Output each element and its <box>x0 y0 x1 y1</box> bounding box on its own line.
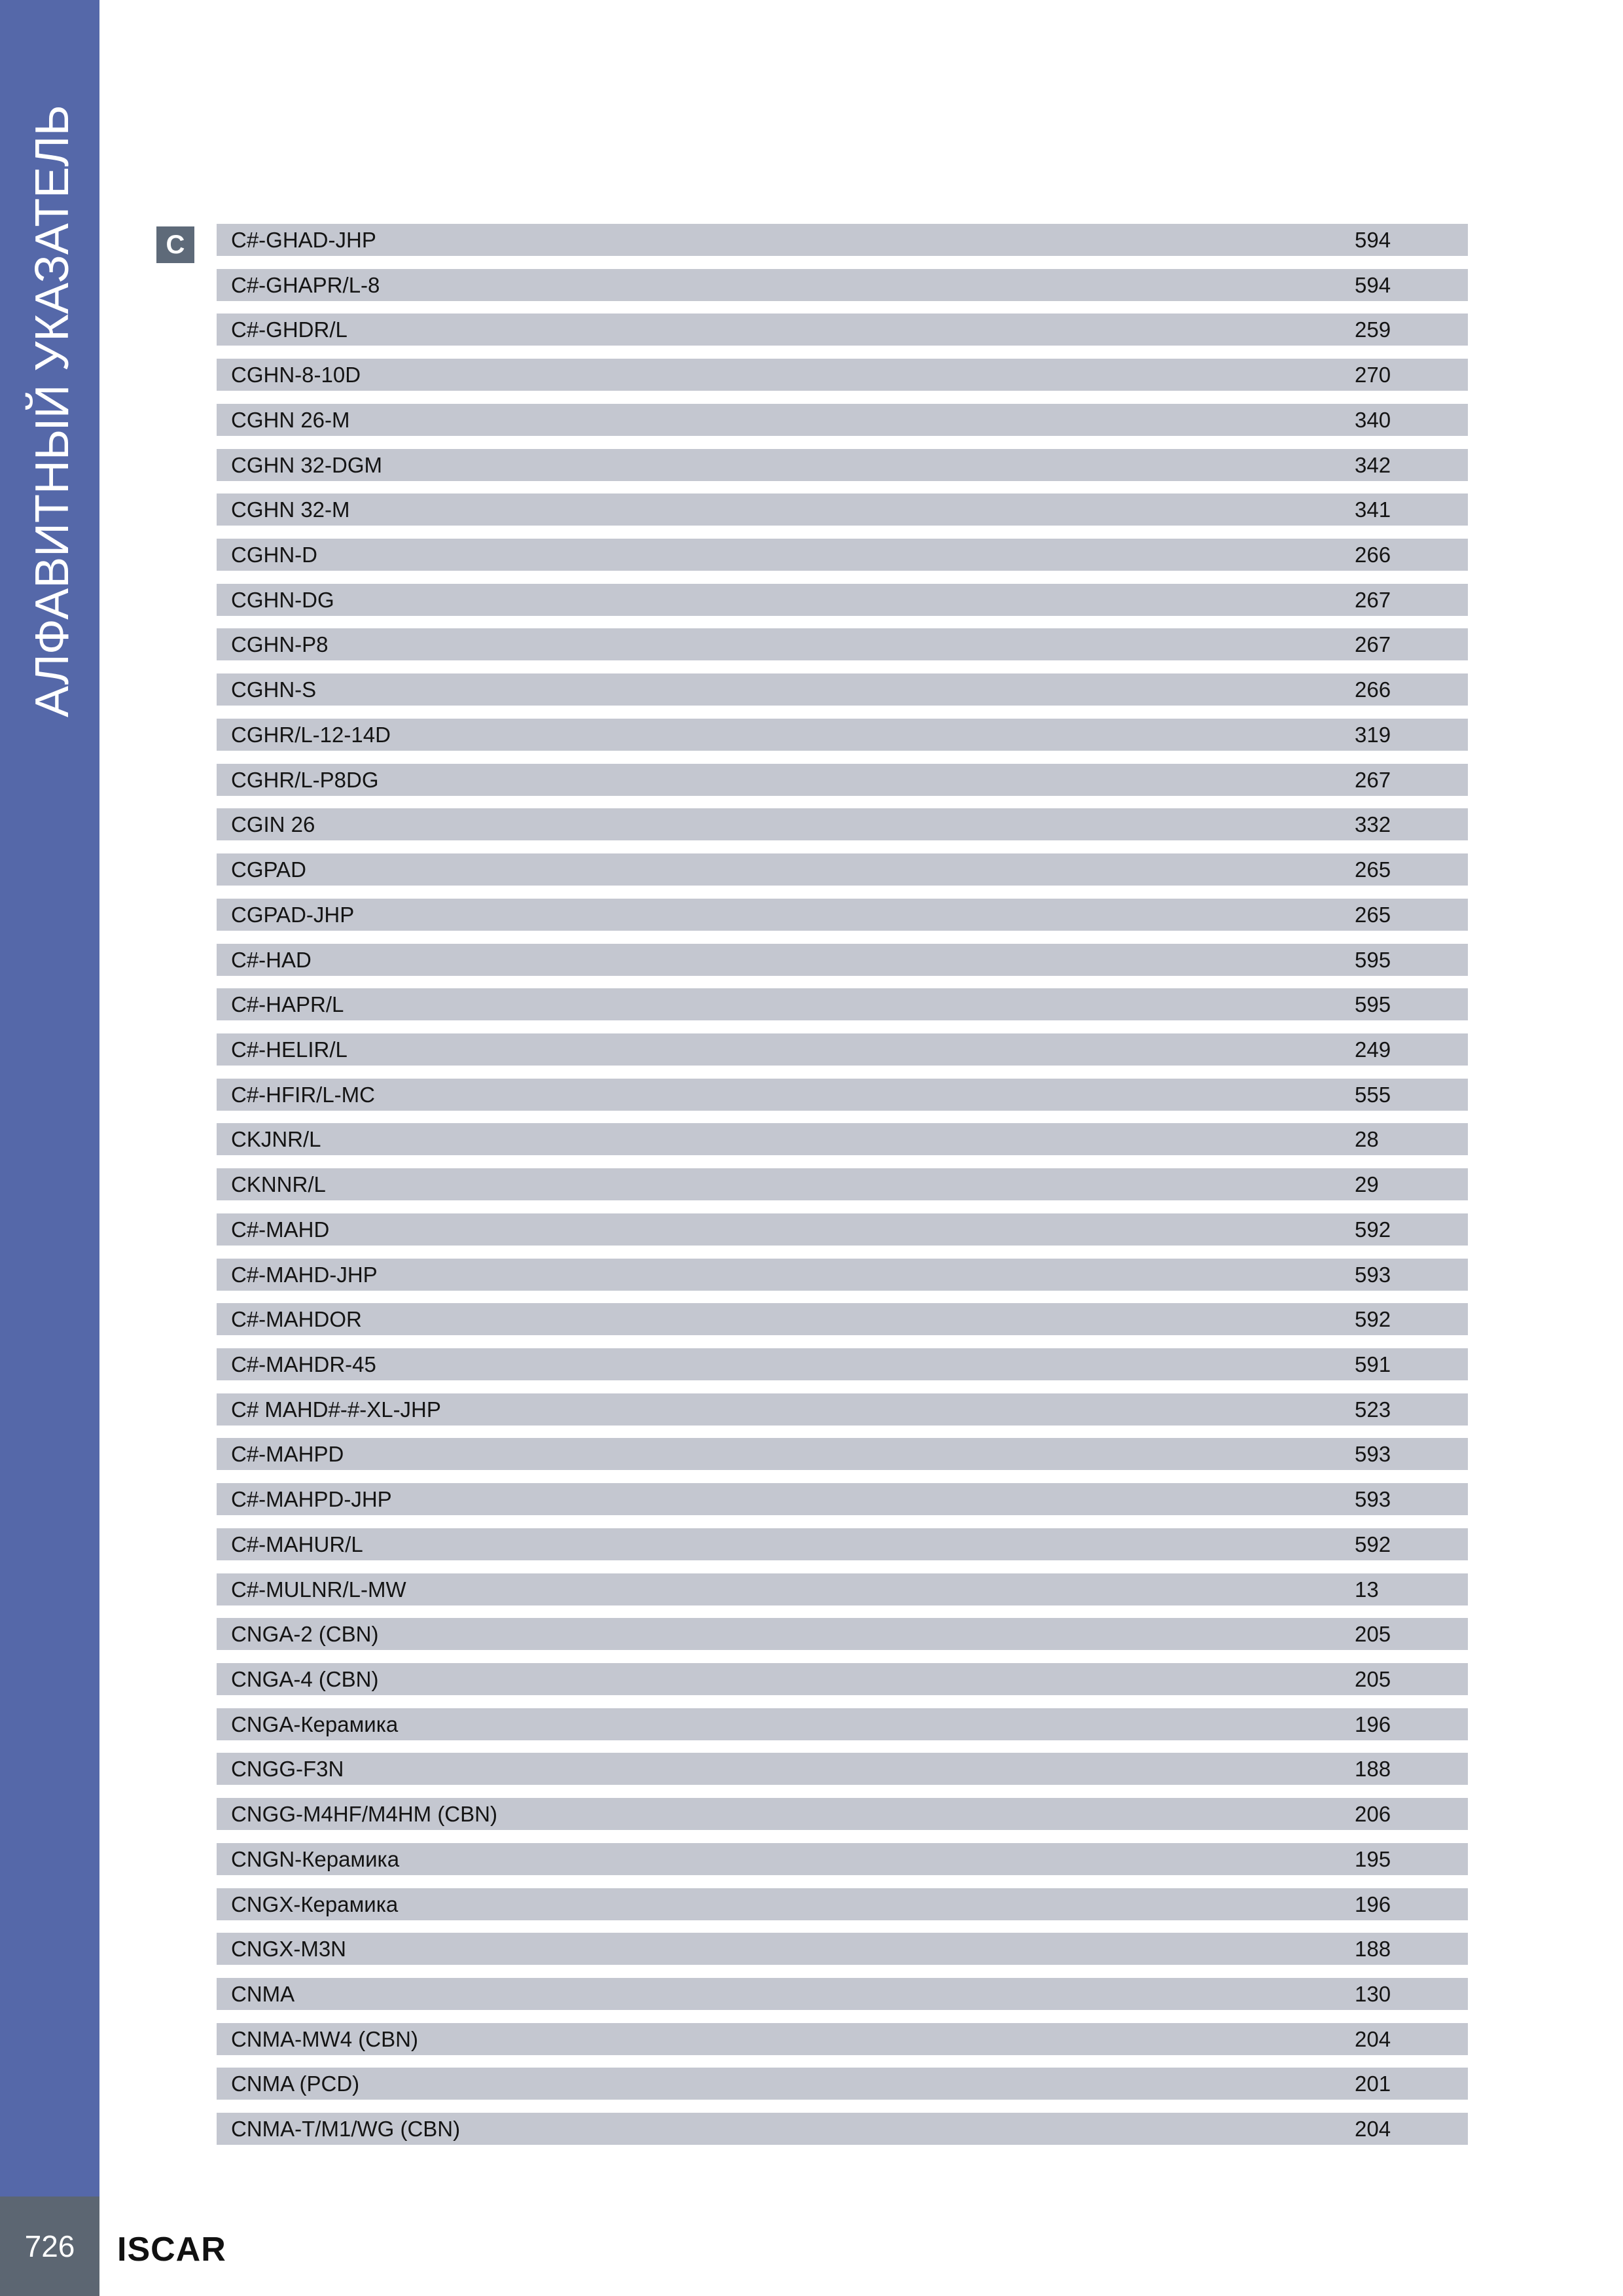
entry-page: 270 <box>1355 363 1391 387</box>
index-row <box>217 1303 1468 1335</box>
entry-code: C#-MULNR/L-MW <box>231 1577 406 1602</box>
entry-code: C#-MAHD-JHP <box>231 1262 378 1287</box>
index-row <box>217 269 1468 301</box>
entry-code: CNGX-M3N <box>231 1937 347 1962</box>
entry-code: C#-MAHDOR <box>231 1307 362 1332</box>
entry-code: C#-GHAPR/L-8 <box>231 272 380 297</box>
entry-code: C#-HAPR/L <box>231 992 344 1017</box>
entry-page: 28 <box>1355 1127 1379 1152</box>
index-row <box>217 1483 1468 1515</box>
entry-page: 205 <box>1355 1622 1391 1647</box>
entry-page: 204 <box>1355 2117 1391 2142</box>
index-row <box>217 1213 1468 1246</box>
entry-page: 266 <box>1355 543 1391 567</box>
sidebar-title: АЛФАВИТНЫЙ УКАЗАТЕЛЬ <box>26 105 79 717</box>
entry-page: 206 <box>1355 1802 1391 1827</box>
entry-code: C#-MAHPD <box>231 1442 344 1467</box>
index-row <box>217 1888 1468 1920</box>
index-row <box>217 1528 1468 1560</box>
index-row <box>217 2068 1468 2100</box>
entry-code: CGHR/L-12-14D <box>231 722 391 747</box>
entry-code: CGPAD <box>231 857 306 882</box>
index-row <box>217 584 1468 616</box>
index-row <box>217 944 1468 976</box>
index-row <box>217 1438 1468 1470</box>
entry-code: CGPAD-JHP <box>231 902 355 927</box>
index-list <box>217 224 1468 2145</box>
entry-code: CNGG-M4HF/M4HM (CBN) <box>231 1802 497 1827</box>
entry-code: C#-MAHPD-JHP <box>231 1487 392 1512</box>
index-row <box>217 1663 1468 1695</box>
index-row <box>217 2023 1468 2055</box>
entry-code: CGHR/L-P8DG <box>231 767 379 792</box>
entry-page: 341 <box>1355 497 1391 522</box>
entry-code: CGHN-D <box>231 543 317 567</box>
entry-page: 591 <box>1355 1352 1391 1376</box>
index-row <box>217 1933 1468 1965</box>
entry-code: CGHN 26-M <box>231 407 350 432</box>
entry-code: CNMA-T/M1/WG (CBN) <box>231 2117 461 2142</box>
entry-page: 594 <box>1355 272 1391 297</box>
entry-code: CNGA-4 (CBN) <box>231 1667 379 1691</box>
entry-page: 195 <box>1355 1846 1391 1871</box>
entry-code: CGHN-S <box>231 677 317 702</box>
entry-page: 201 <box>1355 2072 1391 2096</box>
page-number-box <box>0 2197 99 2296</box>
index-row <box>217 1259 1468 1291</box>
index-row <box>217 1843 1468 1875</box>
entry-page: 249 <box>1355 1037 1391 1062</box>
index-row <box>217 1123 1468 1155</box>
brand-logo-text: ISCAR <box>117 2231 226 2269</box>
index-row <box>217 673 1468 706</box>
entry-page: 259 <box>1355 317 1391 342</box>
entry-code: C#-MAHD <box>231 1217 330 1242</box>
index-row <box>217 1573 1468 1605</box>
entry-page: 13 <box>1355 1577 1379 1602</box>
index-row <box>217 988 1468 1020</box>
index-row <box>217 404 1468 436</box>
entry-page: 592 <box>1355 1217 1391 1242</box>
entry-page: 188 <box>1355 1757 1391 1782</box>
index-row <box>217 359 1468 391</box>
entry-page: 130 <box>1355 1982 1391 2007</box>
index-row <box>217 1618 1468 1650</box>
entry-code: CGHN-DG <box>231 587 334 612</box>
entry-page: 265 <box>1355 902 1391 927</box>
entry-code: CNGA-Керамика <box>231 1712 399 1736</box>
index-letter-badge: C <box>156 226 194 263</box>
entry-code: CNGX-Керамика <box>231 1892 399 1916</box>
index-row <box>217 764 1468 796</box>
entry-page: 593 <box>1355 1442 1391 1467</box>
entry-code: CGHN-P8 <box>231 632 329 657</box>
index-row <box>217 1033 1468 1066</box>
index-row <box>217 449 1468 481</box>
entry-page: 267 <box>1355 587 1391 612</box>
entry-page: 342 <box>1355 452 1391 477</box>
entry-code: CNMA <box>231 1982 295 2007</box>
sidebar-band <box>0 0 99 2197</box>
index-row <box>217 1978 1468 2010</box>
entry-page: 267 <box>1355 767 1391 792</box>
entry-page: 188 <box>1355 1937 1391 1962</box>
index-row <box>217 1753 1468 1785</box>
entry-code: C#-HAD <box>231 947 312 972</box>
entry-page: 204 <box>1355 2026 1391 2051</box>
entry-page: 332 <box>1355 812 1391 837</box>
entry-page: 267 <box>1355 632 1391 657</box>
entry-page: 595 <box>1355 947 1391 972</box>
entry-code: C#-HELIR/L <box>231 1037 348 1062</box>
entry-page: 319 <box>1355 722 1391 747</box>
entry-code: CGHN 32-DGM <box>231 452 383 477</box>
index-row <box>217 719 1468 751</box>
entry-code: CNGN-Керамика <box>231 1846 400 1871</box>
entry-page: 196 <box>1355 1712 1391 1736</box>
index-row <box>217 493 1468 526</box>
entry-page: 592 <box>1355 1307 1391 1332</box>
entry-page: 594 <box>1355 228 1391 252</box>
entry-page: 593 <box>1355 1262 1391 1287</box>
index-row <box>217 314 1468 346</box>
index-row <box>217 224 1468 256</box>
entry-code: C#-MAHDR-45 <box>231 1352 376 1376</box>
entry-code: CGHN 32-M <box>231 497 350 522</box>
entry-page: 592 <box>1355 1532 1391 1556</box>
entry-code: CNMA (PCD) <box>231 2072 360 2096</box>
entry-code: C# MAHD#-#-XL-JHP <box>231 1397 441 1422</box>
index-row <box>217 1348 1468 1380</box>
index-row <box>217 628 1468 660</box>
entry-code: CGIN 26 <box>231 812 315 837</box>
index-row <box>217 539 1468 571</box>
index-row <box>217 1798 1468 1830</box>
entry-page: 266 <box>1355 677 1391 702</box>
index-row <box>217 853 1468 886</box>
entry-code: C#-GHDR/L <box>231 317 348 342</box>
entry-code: CKNNR/L <box>231 1172 326 1197</box>
index-row <box>217 899 1468 931</box>
entry-page: 555 <box>1355 1082 1391 1107</box>
entry-code: C#-MAHUR/L <box>231 1532 363 1556</box>
entry-code: CNGA-2 (CBN) <box>231 1622 379 1647</box>
entry-page: 205 <box>1355 1667 1391 1691</box>
index-row <box>217 1168 1468 1200</box>
index-row <box>217 2113 1468 2145</box>
entry-page: 29 <box>1355 1172 1379 1197</box>
entry-page: 593 <box>1355 1487 1391 1512</box>
index-row <box>217 1393 1468 1426</box>
page-number: 726 <box>24 2229 75 2263</box>
entry-code: CNMA-MW4 (CBN) <box>231 2026 418 2051</box>
entry-code: CNGG-F3N <box>231 1757 344 1782</box>
index-row <box>217 808 1468 840</box>
entry-page: 523 <box>1355 1397 1391 1422</box>
entry-page: 196 <box>1355 1892 1391 1916</box>
entry-code: CKJNR/L <box>231 1127 321 1152</box>
index-row <box>217 1079 1468 1111</box>
entry-page: 340 <box>1355 407 1391 432</box>
entry-code: C#-GHAD-JHP <box>231 228 376 252</box>
entry-code: C#-HFIR/L-MC <box>231 1082 375 1107</box>
entry-page: 265 <box>1355 857 1391 882</box>
entry-code: CGHN-8-10D <box>231 363 361 387</box>
index-row <box>217 1708 1468 1740</box>
entry-page: 595 <box>1355 992 1391 1017</box>
